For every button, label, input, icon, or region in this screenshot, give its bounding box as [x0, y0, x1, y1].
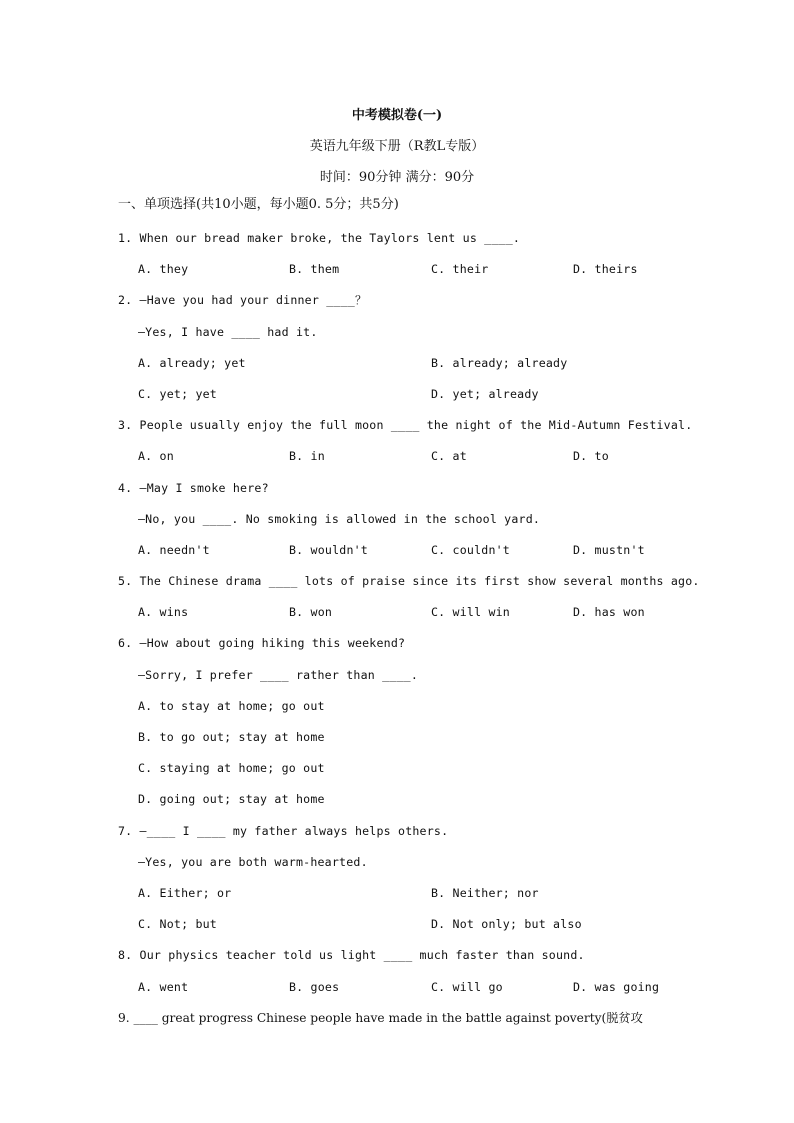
option-d[interactable]: D. mustn't	[573, 542, 645, 557]
option-row	[118, 911, 688, 942]
option-d[interactable]: D. going out; stay at home	[138, 792, 325, 807]
option-b[interactable]: B. them	[289, 262, 340, 277]
option-a[interactable]: A. wins	[138, 605, 189, 620]
option-c[interactable]: C. couldn't	[431, 542, 510, 557]
question-reply: —Yes, you are both warm-hearted.	[138, 854, 368, 869]
option-row	[118, 537, 688, 568]
option-d[interactable]: D. to	[573, 449, 609, 464]
question-reply: —Sorry, I prefer ____ rather than ____.	[138, 667, 419, 682]
question-stem: 8. Our physics teacher told us light ____ much faster than sound.	[118, 948, 585, 963]
page-subtitle: 英语九年级下册（R教L专版）	[309, 139, 485, 154]
option-c[interactable]: C. will go	[431, 979, 503, 994]
option-row	[118, 256, 688, 287]
option-a[interactable]: A. to stay at home; go out	[138, 698, 325, 713]
question-stem: 7. —____ I ____ my father always helps others.	[118, 823, 449, 838]
question-stem: 5. The Chinese drama ____ lots of praise since its first show several months ago.	[118, 574, 700, 589]
option-row	[118, 880, 688, 911]
question-stem: 1. When our bread maker broke, the Taylors lent us ____.	[118, 231, 521, 245]
option-b[interactable]: B. to go out; stay at home	[138, 730, 325, 744]
option-c[interactable]: C. Not; but	[138, 917, 217, 932]
section-heading: 一、单项选择(共10小题，每小题0. 5分；共5分)	[118, 197, 399, 212]
option-a[interactable]: A. they	[138, 262, 189, 277]
option-b[interactable]: B. in	[289, 449, 325, 464]
option-row	[118, 443, 688, 474]
question-list	[118, 225, 700, 1036]
page-title: 中考模拟卷(一)	[351, 108, 443, 123]
option-row	[118, 599, 688, 630]
question-reply: —No, you ____. No smoking is allowed in the school yard.	[138, 511, 541, 526]
question-stem: 9. ____ great progress Chinese people have made in the battle against poverty(脱贫攻	[118, 1010, 643, 1025]
option-row	[118, 350, 688, 381]
option-d[interactable]: D. Not only; but also	[431, 917, 582, 932]
question-stem: 3. People usually enjoy the full moon ____ the night of the Mid-Autumn Festival.	[118, 418, 693, 433]
option-b[interactable]: B. already; already	[431, 355, 568, 370]
time-info: 时间：90分钟 满分：90分	[319, 170, 475, 185]
option-a[interactable]: A. Either; or	[138, 885, 232, 900]
question-stem: 4. —May I smoke here?	[118, 480, 269, 495]
option-b[interactable]: B. goes	[289, 979, 340, 994]
option-d[interactable]: D. has won	[573, 605, 645, 620]
option-a[interactable]: A. on	[138, 449, 174, 464]
question-reply: —Yes, I have ____ had it.	[138, 324, 318, 339]
option-d[interactable]: D. yet; already	[431, 386, 539, 401]
option-c[interactable]: C. will win	[431, 605, 510, 620]
option-b[interactable]: B. Neither; nor	[431, 885, 539, 900]
option-d[interactable]: D. was going	[573, 979, 660, 994]
option-a[interactable]: A. needn't	[138, 542, 210, 557]
question-stem: 2. —Have you had your dinner ____？	[118, 293, 367, 308]
option-c[interactable]: C. yet; yet	[138, 386, 217, 401]
question-stem: 6. —How about going hiking this weekend?	[118, 636, 406, 651]
option-a[interactable]: A. went	[138, 979, 189, 994]
option-c[interactable]: C. their	[431, 262, 489, 277]
option-c[interactable]: C. staying at home; go out	[138, 761, 325, 776]
option-row	[118, 381, 688, 412]
header	[0, 100, 794, 193]
option-row	[118, 974, 688, 1005]
option-c[interactable]: C. at	[431, 449, 467, 464]
option-b[interactable]: B. wouldn't	[289, 542, 368, 557]
option-a[interactable]: A. already; yet	[138, 355, 246, 370]
option-b[interactable]: B. won	[289, 605, 333, 620]
option-d[interactable]: D. theirs	[573, 262, 638, 277]
